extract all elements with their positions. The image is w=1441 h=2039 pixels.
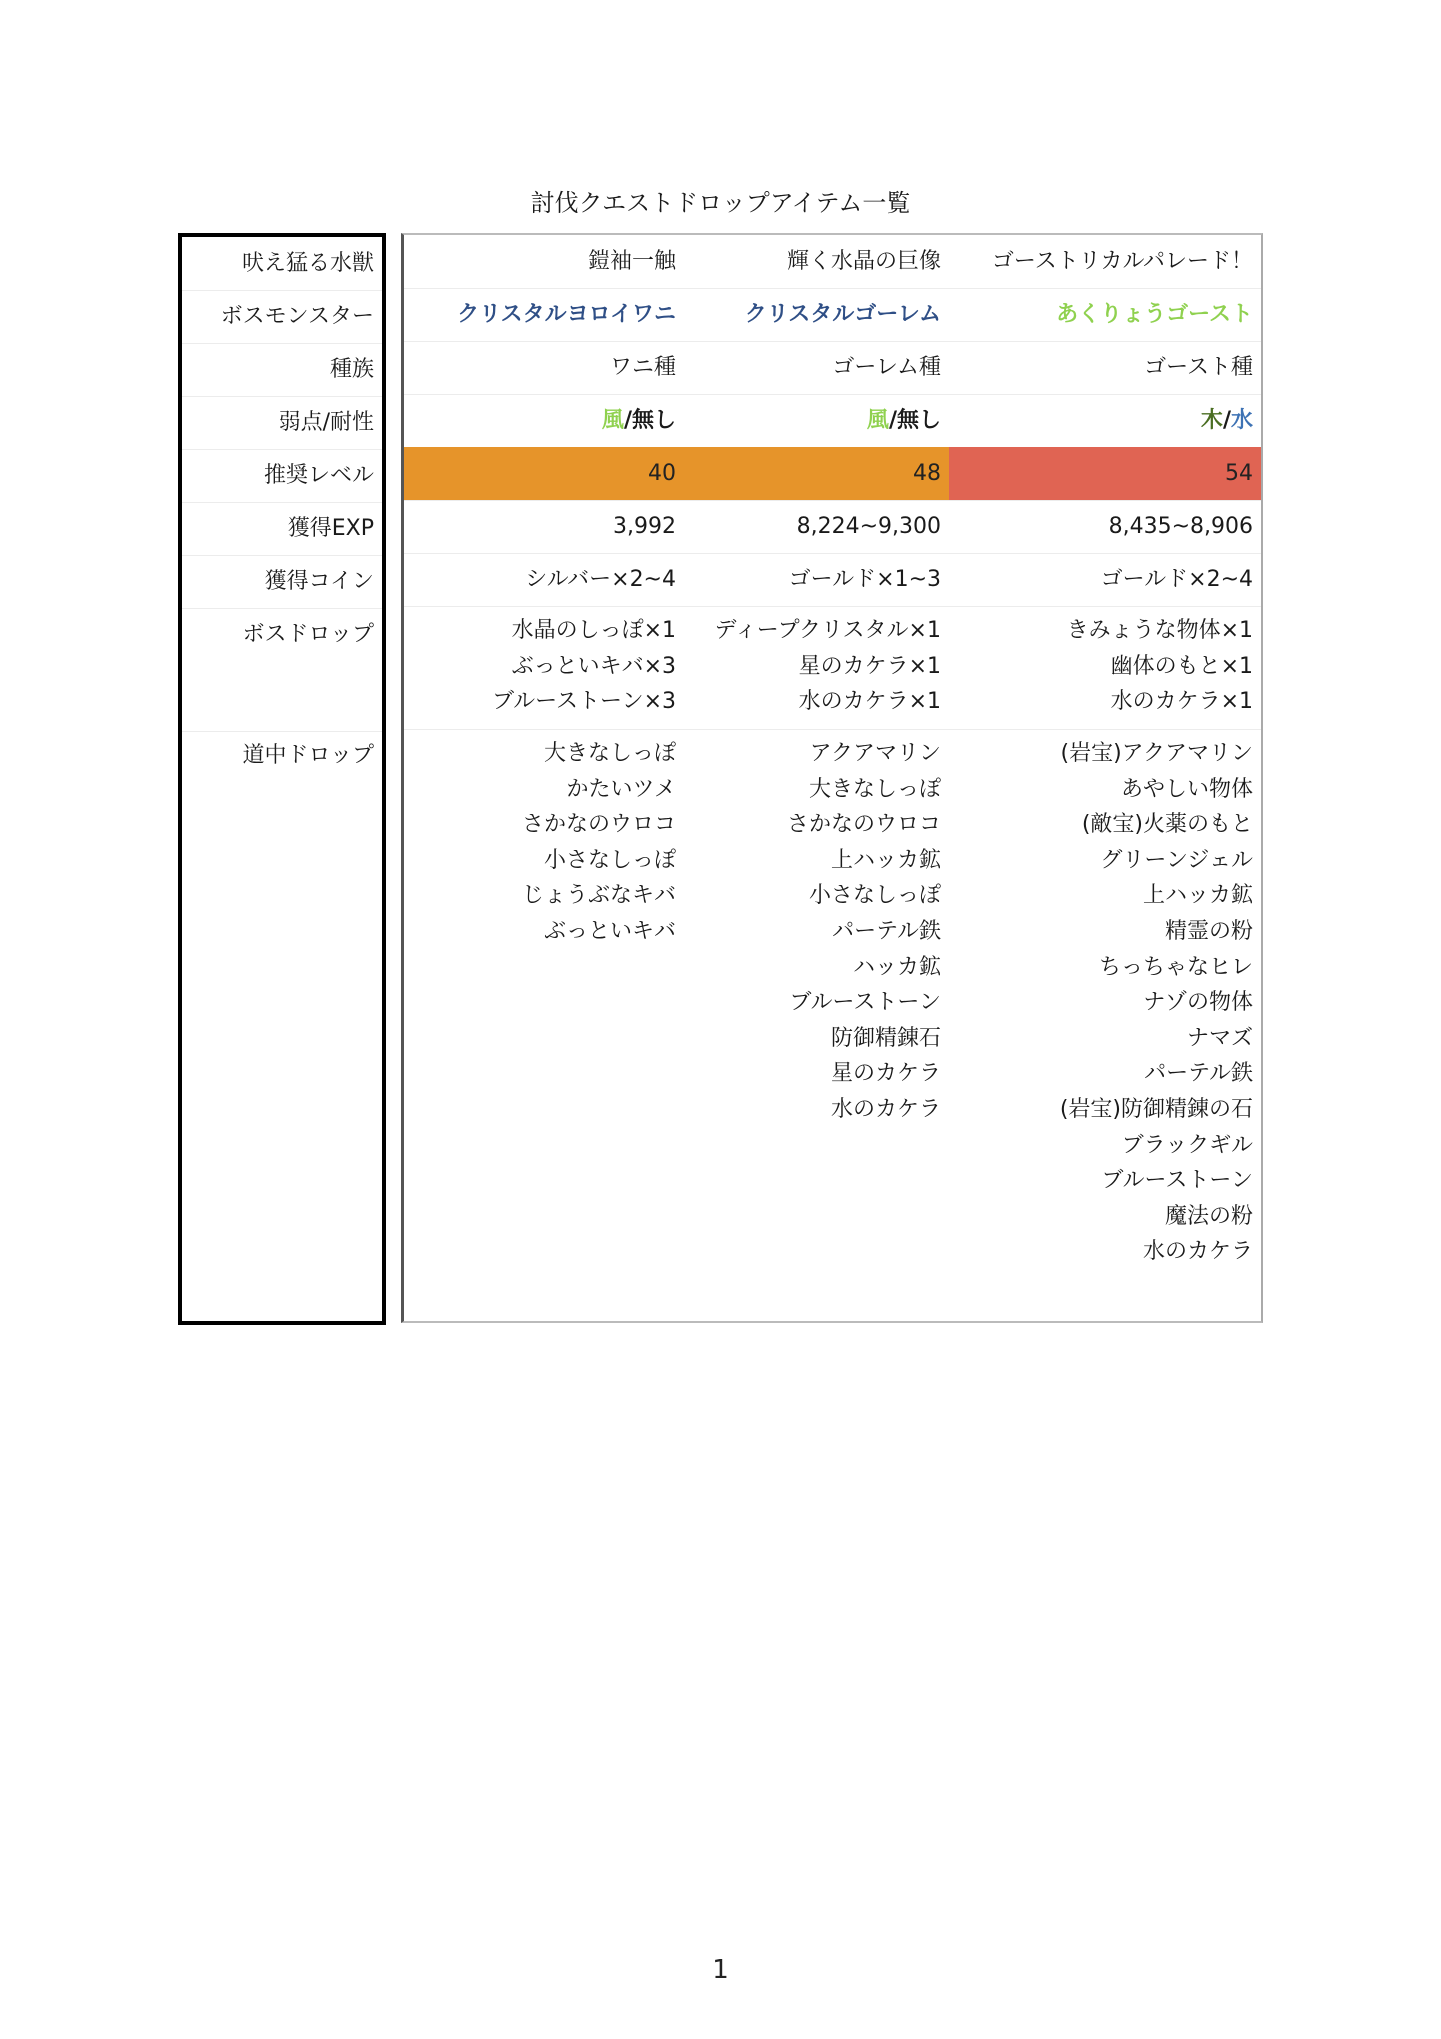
list-item: じょうぶなキバ [521,883,676,909]
boss-drop-list [684,606,949,729]
table-row-quest [404,235,1261,289]
weak-element: 木 [1200,408,1223,433]
resist-element: 水 [1230,408,1253,433]
list-item: (岩宝)アクアマリン [1060,741,1253,766]
list-item: 星のカケラ×1 [798,653,941,679]
list-item: ぶっといキバ [543,918,676,944]
separator: / [888,408,897,433]
separator: / [1222,408,1231,433]
table-row-coin [404,553,1261,607]
row-labels-panel [178,233,386,1325]
list-item: 防御精錬石 [830,1025,941,1051]
quest-name: 輝く水晶の巨像 [786,249,941,274]
list-item: さかなのウロコ [786,812,941,838]
coin-value: ゴールド×1~3 [788,567,941,592]
list-item: 水のカケラ [1142,1239,1253,1265]
list-item: (敵宝)火薬のもと [1081,812,1253,838]
quest-name: ゴーストリカルパレード！ [991,249,1253,274]
list-item: さかなのウロコ [521,812,676,838]
label-road-drop: 道中ドロップ [242,743,374,768]
resist-element: 無し [631,408,676,433]
list-item: ぶっといキバ×3 [511,653,676,679]
weak-element: 風 [601,408,624,433]
level-value: 54 [949,447,1261,500]
level-value: 40 [404,447,684,500]
list-item: 水のカケラ×1 [798,689,941,715]
list-item: 精霊の粉 [1164,918,1253,944]
boss-drop-list [404,606,684,729]
level-value: 48 [684,447,949,500]
drop-table [401,233,1263,1323]
list-item: 魔法の粉 [1164,1203,1253,1229]
list-item: 水のカケラ×1 [1110,689,1253,715]
label-boss: ボスモンスター [220,304,374,329]
list-item: ちっちゃなヒレ [1098,954,1253,980]
table-row-exp [404,500,1261,554]
weakness-value [949,394,1261,447]
separator: / [623,408,632,433]
list-item: ブルーストーン [1101,1168,1253,1194]
race-value: ゴースト種 [1144,355,1253,380]
list-item: 幽体のもと×1 [1110,653,1253,679]
label-race: 種族 [329,357,374,382]
quest-name: 鎧袖一触 [587,249,676,274]
road-drop-list [684,729,949,1319]
race-value: ゴーレム種 [832,355,941,380]
list-item: 大きなしっぽ [808,776,941,802]
list-item: 水晶のしっぽ×1 [511,618,676,643]
list-item: 大きなしっぽ [543,741,676,766]
list-item: 星のカケラ [830,1061,941,1087]
weakness-value [404,394,684,447]
page-title: 討伐クエストドロップアイテム一覧 [530,189,911,217]
label-weakness: 弱点/耐性 [278,410,374,435]
exp-value: 8,435~8,906 [1108,514,1253,539]
list-item: ハッカ鉱 [852,954,941,980]
weak-element: 風 [866,408,889,433]
boss-name: クリスタルヨロイワニ [457,302,676,327]
list-item: (岩宝)防御精錬の石 [1059,1096,1253,1122]
race-value: ワニ種 [609,355,676,380]
label-coin: 獲得コイン [264,569,374,594]
table-row-boss [404,288,1261,342]
list-item: グリーンジェル [1100,847,1253,873]
list-item: 小さなしっぽ [808,883,941,909]
list-item: 小さなしっぽ [543,847,676,873]
list-item: アクアマリン [809,741,941,766]
list-item: かたいツメ [566,776,676,802]
list-item: ブラックギル [1121,1132,1253,1158]
label-quest: 吠え猛る水獣 [241,251,374,276]
table-row-level [404,447,1261,501]
label-exp: 獲得EXP [287,516,374,541]
list-item: ナゾの物体 [1143,990,1253,1016]
boss-drop-list [949,606,1261,729]
road-drop-list [404,729,684,1319]
weakness-value [684,394,949,447]
list-item: 上ハッカ鉱 [830,847,941,873]
list-item: 水のカケラ [830,1096,941,1122]
list-item: あやしい物体 [1120,776,1253,802]
page-number: 1 [712,1955,729,1985]
table-row-weakness [404,394,1261,448]
list-item: ブルーストーン×3 [491,689,676,715]
coin-value: シルバー×2~4 [525,567,676,592]
list-item: パーテル鉄 [832,918,941,944]
list-item: ナマズ [1186,1025,1253,1051]
boss-name: クリスタルゴーレム [744,302,941,327]
coin-value: ゴールド×2~4 [1100,567,1253,592]
table-row-road-drop [404,729,1261,1319]
list-item: パーテル鉄 [1144,1061,1253,1087]
label-level: 推奨レベル [263,463,374,488]
list-item: きみょうな物体×1 [1066,618,1253,643]
boss-name: あくりょうゴースト [1056,302,1253,327]
resist-element: 無し [896,408,941,433]
road-drop-list [949,729,1261,1319]
list-item: ブルーストーン [789,990,941,1016]
label-boss-drop: ボスドロップ [242,622,374,647]
table-row-boss-drop [404,606,1261,730]
table-row-race [404,341,1261,395]
exp-value: 3,992 [613,514,676,539]
exp-value: 8,224~9,300 [796,514,941,539]
list-item: ディープクリスタル×1 [714,618,941,643]
list-item: 上ハッカ鉱 [1142,883,1253,909]
